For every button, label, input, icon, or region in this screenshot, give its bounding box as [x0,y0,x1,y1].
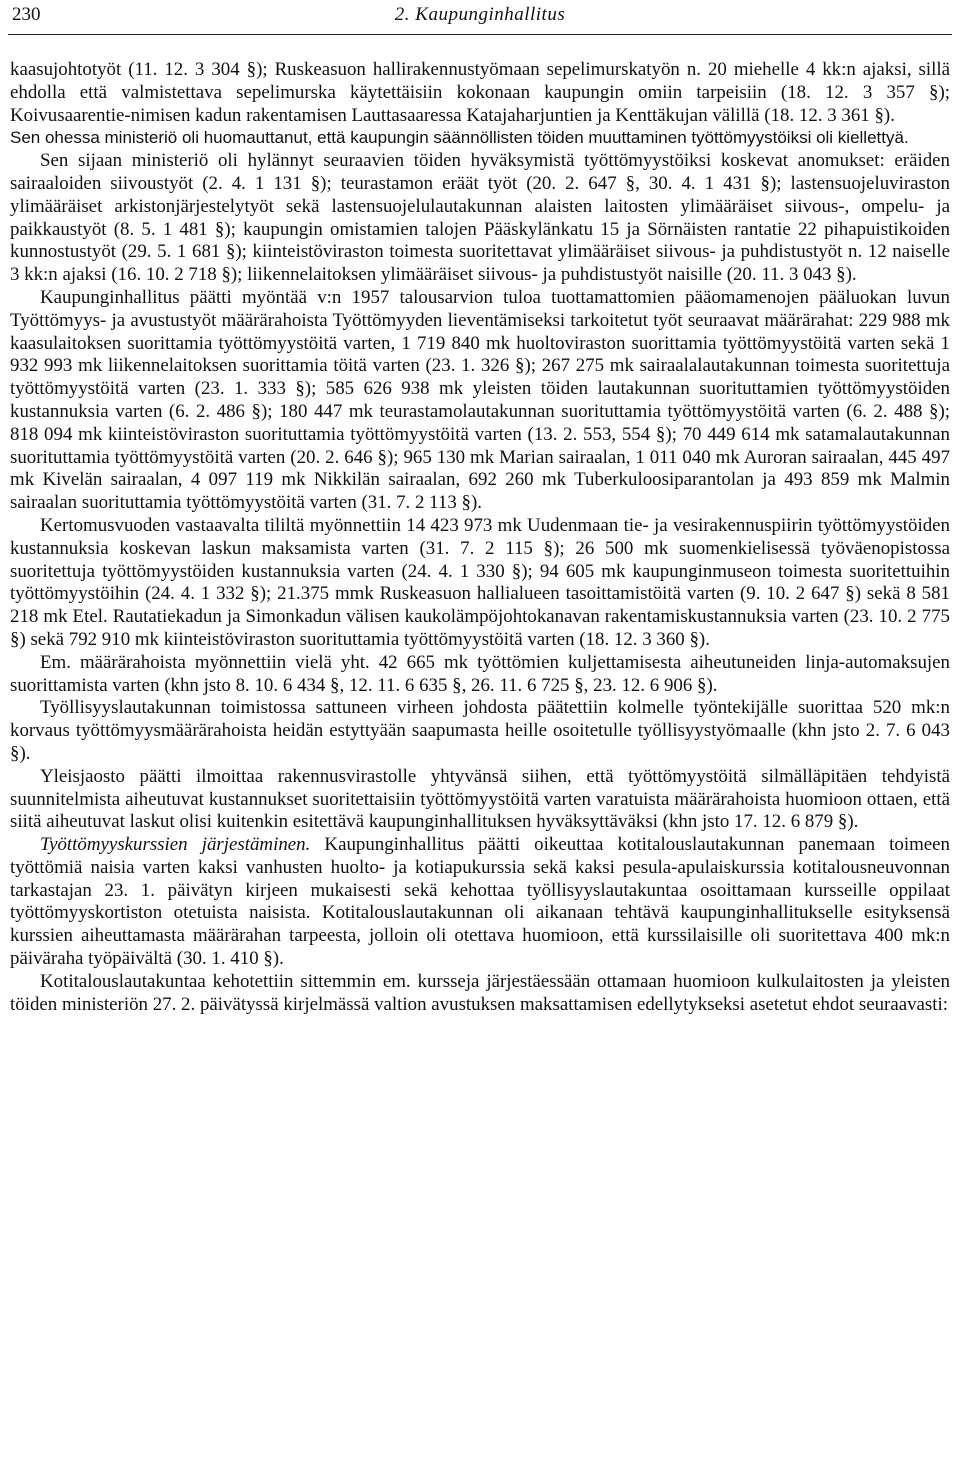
running-header [8,0,952,35]
document-body [8,59,952,1016]
paragraph-5: Kertomusvuoden vastaavalta tililtä myönnettiin 14 423 973 mk Uudenmaan tie- ja vesirakennuspiirin työttömyystöiden kustannuksia koskevan laskun maksamista varten (31. 7. 2 115 §); 26 500 mk suomenkielisessä työväenopistossa suoritettuja työttömyystöiden kustannuksia varten (24. 4. 1 330 §); 94 605 mk kaupunginmuseon toimesta suoritettuihin työttömyystöihin (24. 4. 1 332 §); 21.375 mmk Ruskeasuon hallialueen tasoittamistöitä varten (9. 10. 2 647 §) sekä 8 581 218 mk Etel. Rautatiekadun ja Simonkadun välisen kaukolämpöjohtokanavan rakentamiskustannuksia varten (23. 10. 2 775 §) sekä 792 910 mk kiinteistöviraston suorituttamia työttömyystöitä varten (18. 12. 3 360 §). [10,514,950,650]
document-page [8,0,952,1457]
paragraph-9 [10,834,950,971]
paragraph-6: Em. määrärahoista myönnettiin vielä yht. 42 665 mk työttömien kuljettamisesta aiheutuneiden linja-automaksujen suorittamista varten (khn jsto 8. 10. 6 434 §, 12. 11. 6 635 §, 26. 11. 6 725 §, 23. 12. 6 906 §). [10,651,950,696]
paragraph-9-text: Kaupunginhallitus päätti oikeuttaa kotitalouslautakunnan panemaan toimeen työttömiä naisia varten kaksi vanhusten huolto- ja kotiapukurssia sekä kaksi pesula-apulaiskurssia kotitalousneuvonnan tarkastajan 23. 1. päivätyn kirjeen mukaisesti sekä kehottaa työllisyyslautakuntaa osoittamaan kursseille oppilaat työttömyyskortiston otetuista naisista. Kotitalouslautakunnan oli aikanaan tehtävä kaupunginhallitukselle esityksensä kurssien aiheuttamasta määrärahan tarpeesta, jolloin oli otettava huomioon, että kurssilaisille oli suoritettava 400 mk:n päiväraha työpäivältä (30. 1. 410 §). [10,834,950,970]
paragraph-1: kaasujohtotyöt (11. 12. 3 304 §); Ruskeasuon hallirakennustyömaan sepelimurskatyön n. 20 miehelle 4 kk:n ajaksi, sillä ehdolla että valmistettava sepelimurska käytettäisiin kokonaan kaupungin omiin tarpeisiin (18. 12. 3 357 §); Koivusaarentie-nimisen kadun rakentamisen Lauttasaaressa Katajaharjuntien ja Kenttäkujan välillä (18. 12. 3 361 §). [10,59,950,126]
paragraph-2: Sen ohessa ministeriö oli huomauttanut, että kaupungin säännöllisten töiden muuttaminen työttömyystöiksi oli kiellettyä. [10,128,909,148]
section-title: 2. Kaupunginhallitus [394,4,566,25]
paragraph-8: Yleisjaosto päätti ilmoittaa rakennusvirastolle yhtyvänsä siihen, että työttömyystöitä silmälläpitäen tehdyistä suunnitelmista aiheutuvat kustannukset suoritettaisiin työttömyystöitä varten varatuista määrärahoista huomioon ottaen, että siitä aiheutuvat laskut olisi kuitenkin esitettävä kaupunginhallituksen hyväksyttäväksi (khn jsto 17. 12. 6 879 §). [10,765,950,833]
paragraph-10: Kotitalouslautakuntaa kehotettiin sittemmin em. kursseja järjestäessään ottamaan huomioon kulkulaitosten ja yleisten töiden ministeriön 27. 2. päivätyssä kirjelmässä valtion avustuksen maksattamisen edellytykseksi asetetut ehdot seuraavasti: [10,970,950,1015]
paragraph-7: Työllisyyslautakunnan toimistossa sattuneen virheen johdosta päätettiin kolmelle työntekijälle suorittaa 520 mk:n korvaus työttömyysmäärärahoista heidän estyttyään saapumasta heille osoitetulle työllisyystyömaalle (khn jsto 2. 7. 6 043 §). [10,697,950,764]
paragraph-4: Kaupunginhallitus päätti myöntää v:n 1957 talousarvion tuloa tuottamattomien pääomamenojen pääluokan luvun Työttömyys- ja avustustyöt määrärahoista Työttömyyden lieventämiseksi tarkoitetut työt seuraavat määrärahat: 229 988 mk kaasulaitoksen suorittamia työttömyystöitä varten, 1 719 840 mk huoltoviraston suorittamia työttömyystöitä varten sekä 1 932 993 mk liikennelaitoksen suorittamia töitä varten (23. 1. 326 §); 267 275 mk sairaalalautakunnan toimesta suoritettuja työttömyystöitä varten (23. 1. 333 §); 585 626 938 mk yleisten töiden lautakunnan suorituttamien työttömyystöiden kustannuksia varten (6. 2. 486 §); 180 447 mk teurastamolautakunnan suorituttamia työttömyystöitä varten (6. 2. 488 §); 818 094 mk kiinteistöviraston suorituttamia työttömyystöitä varten (13. 2. 553, 554 §); 70 449 614 mk satamalautakunnan suorituttamia työttömyystöitä varten (20. 2. 646 §); 965 130 mk Marian sairaalan, 1 011 040 mk Auroran sairaalan, 445 497 mk Kivelän sairaalan, 4 097 119 mk Nikkilän sairaalan, 692 260 mk Tuberkuloosiparantolan ja 493 859 mk Malmin sairaalan suorituttamia työttömyystöitä varten (31. 7. 2 113 §). [10,286,950,514]
paragraph-9-heading: Työttömyyskurssien järjestäminen. [40,834,311,856]
page-number: 230 [12,4,41,25]
paragraph-3: Sen sijaan ministeriö oli hylännyt seuraavien töiden hyväksymistä työttömyystöiksi koskevat anomukset: eräiden sairaaloiden siivoustyöt (2. 4. 1 131 §); teurastamon eräät työt (20. 2. 647 §, 30. 4. 1 431 §); lastensuojeluviraston ylimääräiset arkistonjärjestelytyöt sekä lastensuojelulautakunnan alaisten laitosten ylimääräiset siivous-, ompelu- ja paikkaustyöt (8. 5. 1 481 §); kaupungin omistamien talojen Pääskylänkatu 15 ja Sörnäisten rantatie 22 pihapuistikoiden kunnostustyöt (29. 5. 1 681 §); kiinteistöviraston toimesta suoritettavat ylimääräiset siivous- ja puhdistustyöt n. 12 naiselle 3 kk:n ajaksi (16. 10. 2 718 §); liikennelaitoksen ylimääräiset siivous- ja puhdistustyöt naisille (20. 11. 3 043 §). [10,150,950,286]
